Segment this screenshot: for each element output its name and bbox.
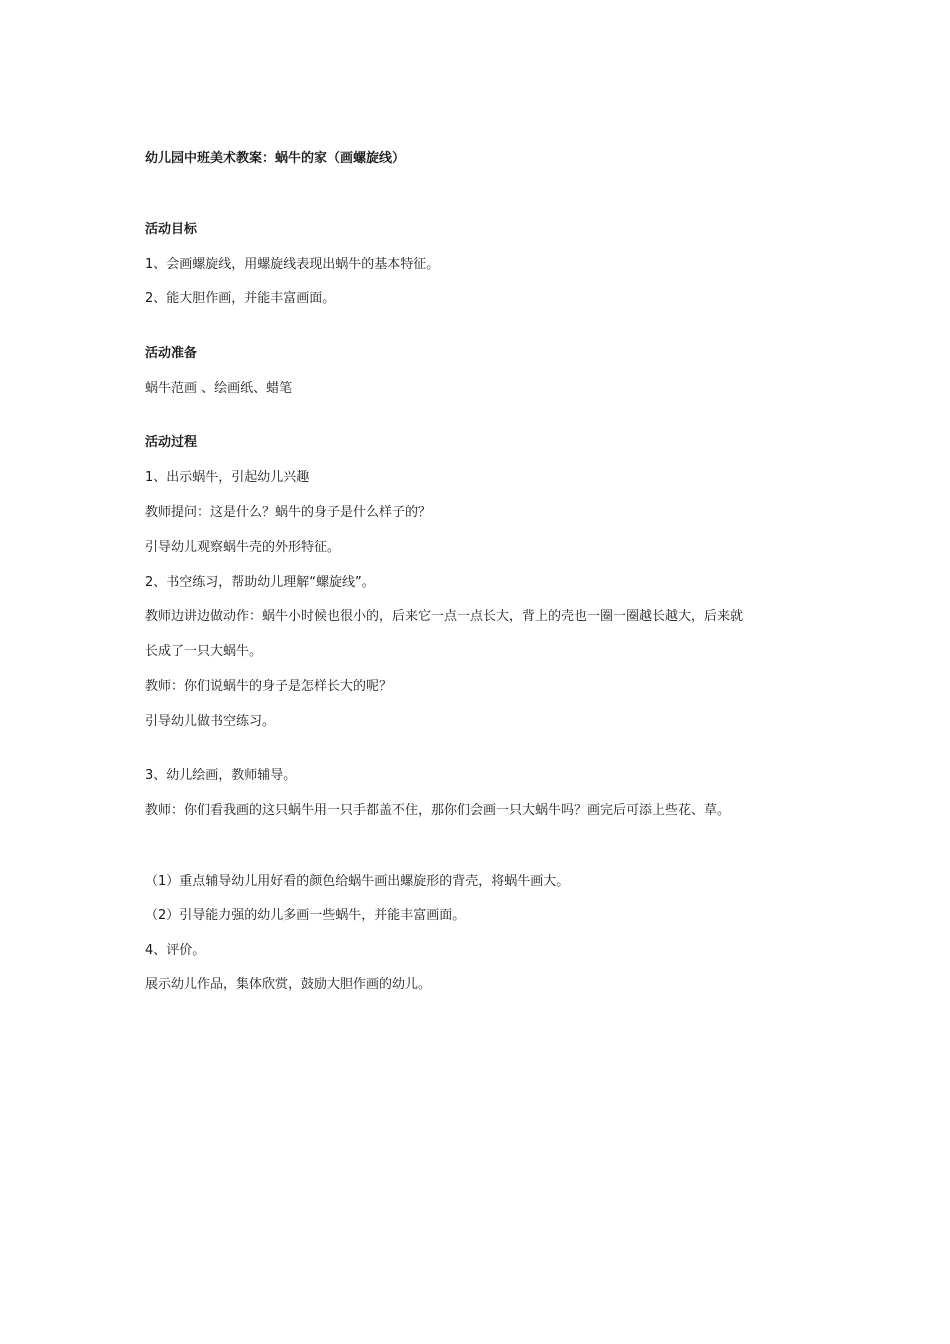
process-item: （1）重点辅导幼儿用好看的颜色给蜗牛画出螺旋形的背壳，将蜗牛画大。 xyxy=(145,874,570,889)
process-item: 教师：你们看我画的这只蜗牛用一只手都盖不住，那你们会画一只大蜗牛吗？画完后可添上些花、草。 xyxy=(145,803,731,818)
process-item: 引导幼儿观察蜗牛壳的外形特征。 xyxy=(145,540,341,555)
process-item: （2）引导能力强的幼儿多画一些蜗牛，并能丰富画面。 xyxy=(145,908,466,923)
process-item: 3、幼儿绘画，教师辅导。 xyxy=(145,768,297,783)
process-item: 4、评价。 xyxy=(145,943,206,958)
preparation-item: 蜗牛范画 、绘画纸、蜡笔 xyxy=(145,381,293,396)
process-item: 长成了一只大蜗牛。 xyxy=(145,644,263,659)
process-item: 展示幼儿作品，集体欣赏，鼓励大胆作画的幼儿。 xyxy=(145,977,432,992)
section-heading-goals: 活动目标 xyxy=(145,222,198,237)
section-heading-preparation: 活动准备 xyxy=(145,346,198,361)
process-item: 教师：你们说蜗牛的身子是怎样长大的呢？ xyxy=(145,679,393,694)
section-heading-process: 活动过程 xyxy=(145,435,198,450)
document-title: 幼儿园中班美术教案：蜗牛的家（画螺旋线） xyxy=(145,151,406,166)
goal-item: 1、会画螺旋线，用螺旋线表现出蜗牛的基本特征。 xyxy=(145,257,440,272)
process-item: 教师边讲边做动作：蜗牛小时候也很小的，后来它一点一点长大，背上的壳也一圈一圈越长越大，后来就 xyxy=(145,609,744,624)
process-item: 引导幼儿做书空练习。 xyxy=(145,714,276,729)
goal-item: 2、能大胆作画，并能丰富画面。 xyxy=(145,291,336,306)
process-item: 教师提问：这是什么？蜗牛的身子是什么样子的？ xyxy=(145,505,432,520)
process-item: 1、出示蜗牛，引起幼儿兴趣 xyxy=(145,470,310,485)
process-item: 2、书空练习，帮助幼儿理解“螺旋线”。 xyxy=(145,575,375,590)
